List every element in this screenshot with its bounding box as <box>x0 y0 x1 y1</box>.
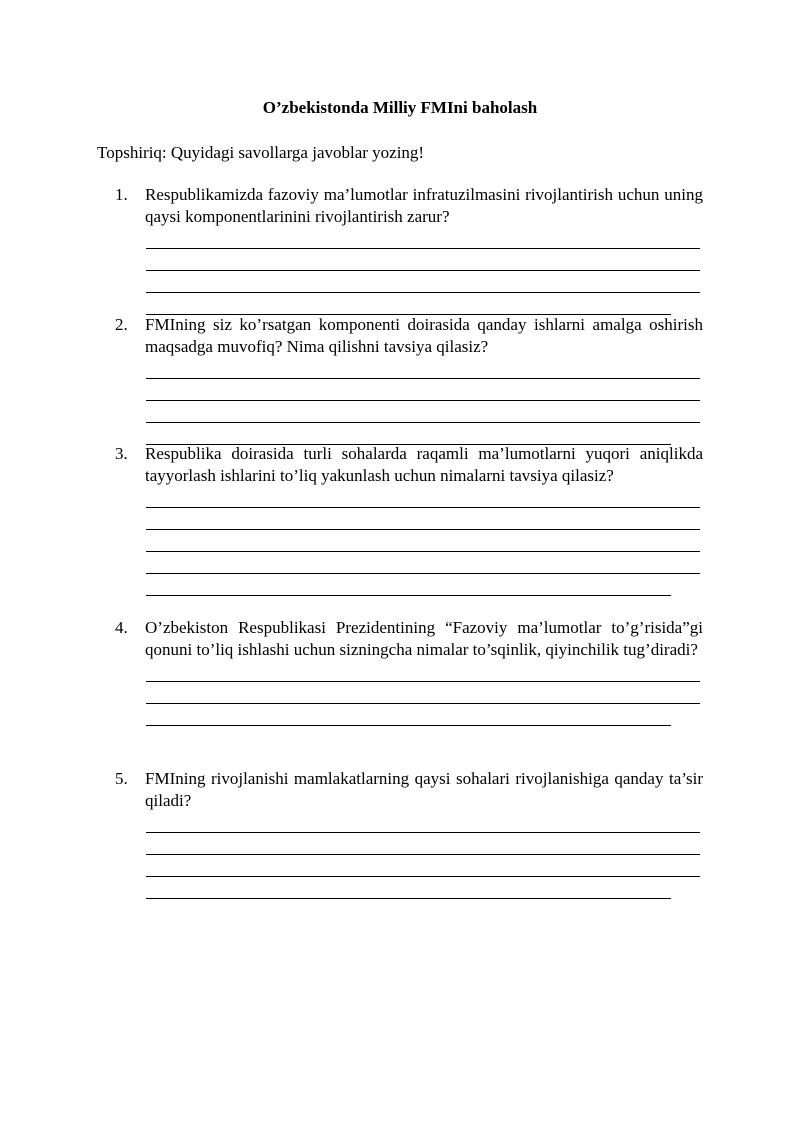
answer-line[interactable] <box>146 595 671 596</box>
question-text: FMIning siz ko’rsatgan komponenti doirasida qanday ishlarni amalga oshirish maqsadga muvofiq? Nima qilishni tavsiya qilasiz? <box>145 315 703 356</box>
answer-line[interactable] <box>146 422 700 423</box>
answer-line[interactable] <box>146 378 700 379</box>
task-instruction: Topshiriq: Quyidagi savollarga javoblar yozing! <box>97 143 425 162</box>
question-text: Respublika doirasida turli sohalarda raqamli ma’lumotlarni yuqori aniqlikda tayyorlash ishlarini to’liq yakunlash uchun nimalarni tavsiya qilasiz? <box>145 444 703 485</box>
question-5 <box>115 768 703 899</box>
answer-line[interactable] <box>146 681 700 682</box>
answer-line[interactable] <box>146 292 700 293</box>
answer-line[interactable] <box>146 270 700 271</box>
answer-line[interactable] <box>146 400 700 401</box>
question-text: FMIning rivojlanishi mamlakatlarning qaysi sohalari rivojlanishiga qanday ta’sir qiladi? <box>145 769 703 810</box>
answer-line[interactable] <box>146 725 671 726</box>
question-4 <box>115 617 703 726</box>
answer-line[interactable] <box>146 507 700 508</box>
answer-line[interactable] <box>146 529 700 530</box>
answer-line[interactable] <box>146 248 700 249</box>
question-number: 1. <box>115 185 128 204</box>
question-3 <box>115 443 703 596</box>
answer-line[interactable] <box>146 832 700 833</box>
question-number: 5. <box>115 769 128 788</box>
question-number: 3. <box>115 444 128 463</box>
question-1 <box>115 184 703 315</box>
answer-line[interactable] <box>146 898 671 899</box>
question-number: 4. <box>115 618 128 637</box>
question-2 <box>115 314 703 445</box>
answer-line[interactable] <box>146 876 700 877</box>
answer-line[interactable] <box>146 551 700 552</box>
question-text: Respublikamizda fazoviy ma’lumotlar infratuzilmasini rivojlantirish uchun uning qaysi komponentlarinini rivojlantirish zarur? <box>145 185 703 226</box>
question-number: 2. <box>115 315 128 334</box>
answer-line[interactable] <box>146 573 700 574</box>
answer-line[interactable] <box>146 854 700 855</box>
answer-line[interactable] <box>146 703 700 704</box>
question-text: O’zbekiston Respublikasi Prezidentining “Fazoviy ma’lumotlar to’g’risida”gi qonuni to’liq ishlashi uchun sizningcha nimalar to’sqinlik, qiyinchilik tug’diradi? <box>145 618 703 659</box>
document-title: O’zbekistonda Milliy FMIni baholash <box>262 98 538 117</box>
